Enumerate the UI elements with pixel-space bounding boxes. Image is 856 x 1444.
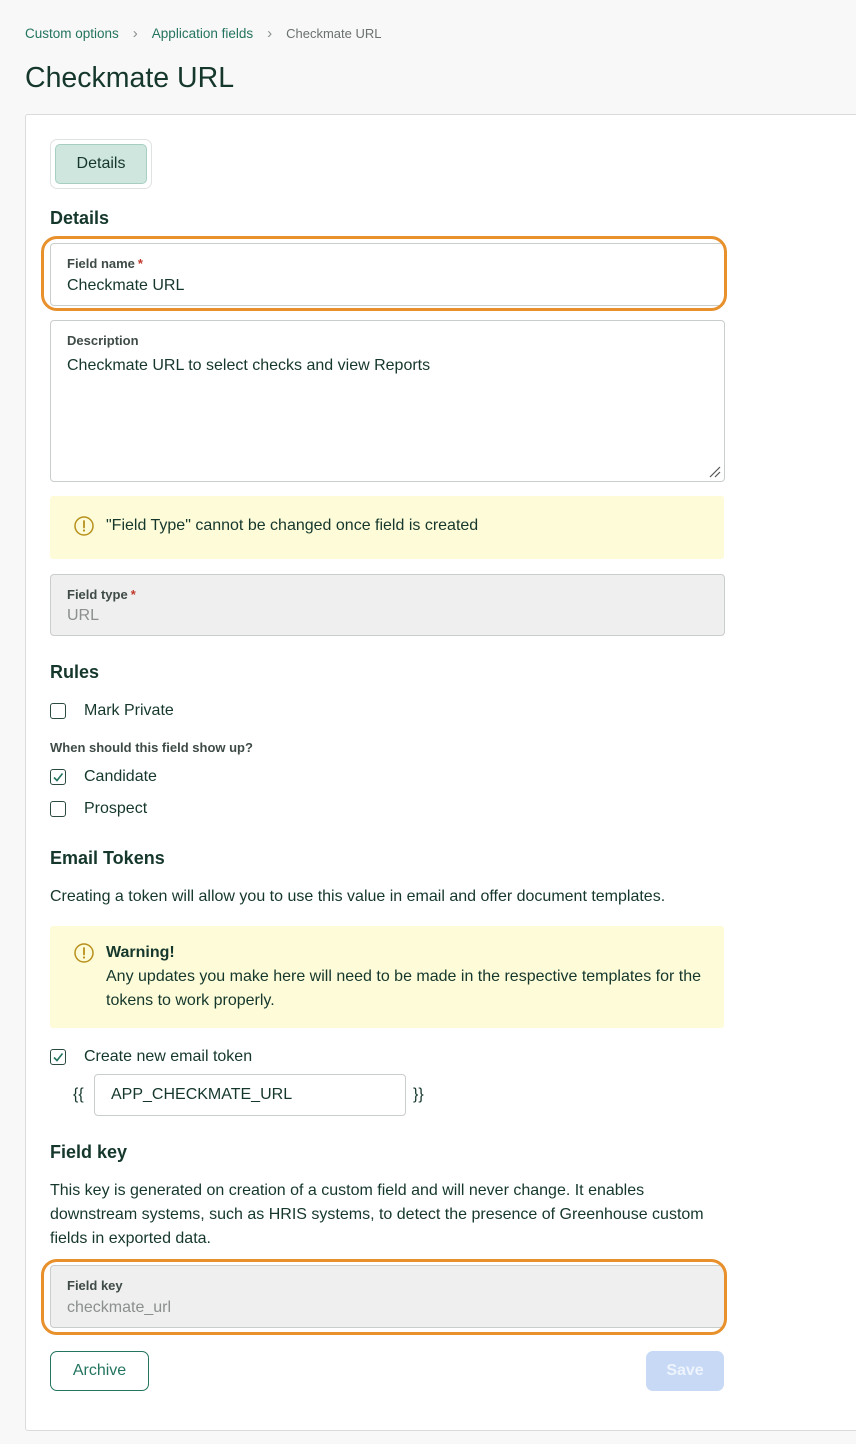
candidate-checkbox-row[interactable] [50,767,157,787]
field-key-label: Field key [67,1278,123,1293]
token-open-brace: {{ [73,1086,84,1103]
field-key-description: This key is generated on creation of a custom field and will never change. It enables downstream systems, such as HRIS systems, to detect the presence of Greenhouse custom fields in exported data. [50,1182,704,1247]
save-button[interactable]: Save [646,1351,724,1391]
field-name-highlight [41,236,727,311]
resize-handle-icon[interactable] [708,465,721,478]
field-key-value: checkmate_url [67,1299,172,1316]
field-type-field [50,574,725,636]
breadcrumb-custom-options[interactable]: Custom options [25,25,119,41]
field-type-label: Field type * [67,587,136,602]
tab-details[interactable]: Details [55,144,147,184]
field-key-highlight [41,1259,727,1335]
prospect-checkbox[interactable] [50,801,66,817]
mark-private-label: Mark Private [84,702,174,719]
description-field[interactable] [50,320,725,482]
field-key-heading: Field key [50,1142,128,1162]
candidate-checkbox[interactable] [50,769,66,785]
breadcrumb [25,24,381,42]
prospect-checkbox-row[interactable] [50,799,147,819]
warning-text: Any updates you make here will need to be made in the respective templates for the tokens to work properly. [106,968,702,1009]
breadcrumb-separator: › [267,24,273,42]
email-tokens-warning [50,926,724,1028]
create-token-checkbox[interactable] [50,1049,66,1065]
description-label: Description [67,333,139,348]
breadcrumb-separator: › [132,24,138,42]
token-close-brace: }} [413,1086,424,1103]
warning-icon [74,943,94,963]
details-heading: Details [50,208,110,228]
show-up-label: When should this field show up? [50,740,253,755]
breadcrumb-current: Checkmate URL [286,25,382,41]
create-token-checkbox-row[interactable] [50,1047,252,1067]
breadcrumb-application-fields[interactable]: Application fields [151,25,254,41]
field-type-value: URL [67,607,100,624]
create-token-label: Create new email token [84,1048,253,1065]
email-tokens-heading: Email Tokens [50,848,165,868]
description-value: Checkmate URL to select checks and view Reports [67,357,431,374]
email-tokens-description: Creating a token will allow you to use this value in email and offer document templates. [50,888,666,905]
field-name-value: Checkmate URL [67,277,185,294]
page-title: Checkmate URL [25,62,235,94]
checkmark-icon [52,1051,64,1063]
warning-icon [74,516,94,536]
field-type-notice [50,496,724,559]
warning-title: Warning! [106,944,175,961]
checkmark-icon [52,771,64,783]
mark-private-checkbox[interactable] [50,703,66,719]
prospect-label: Prospect [84,800,148,817]
token-input[interactable] [94,1074,406,1116]
mark-private-checkbox-row[interactable] [50,701,174,721]
field-name-label: Field name * [67,256,143,271]
field-type-notice-text: "Field Type" cannot be changed once field is created [106,517,479,534]
candidate-label: Candidate [84,768,157,785]
archive-button[interactable]: Archive [50,1351,149,1391]
rules-heading: Rules [50,662,100,682]
